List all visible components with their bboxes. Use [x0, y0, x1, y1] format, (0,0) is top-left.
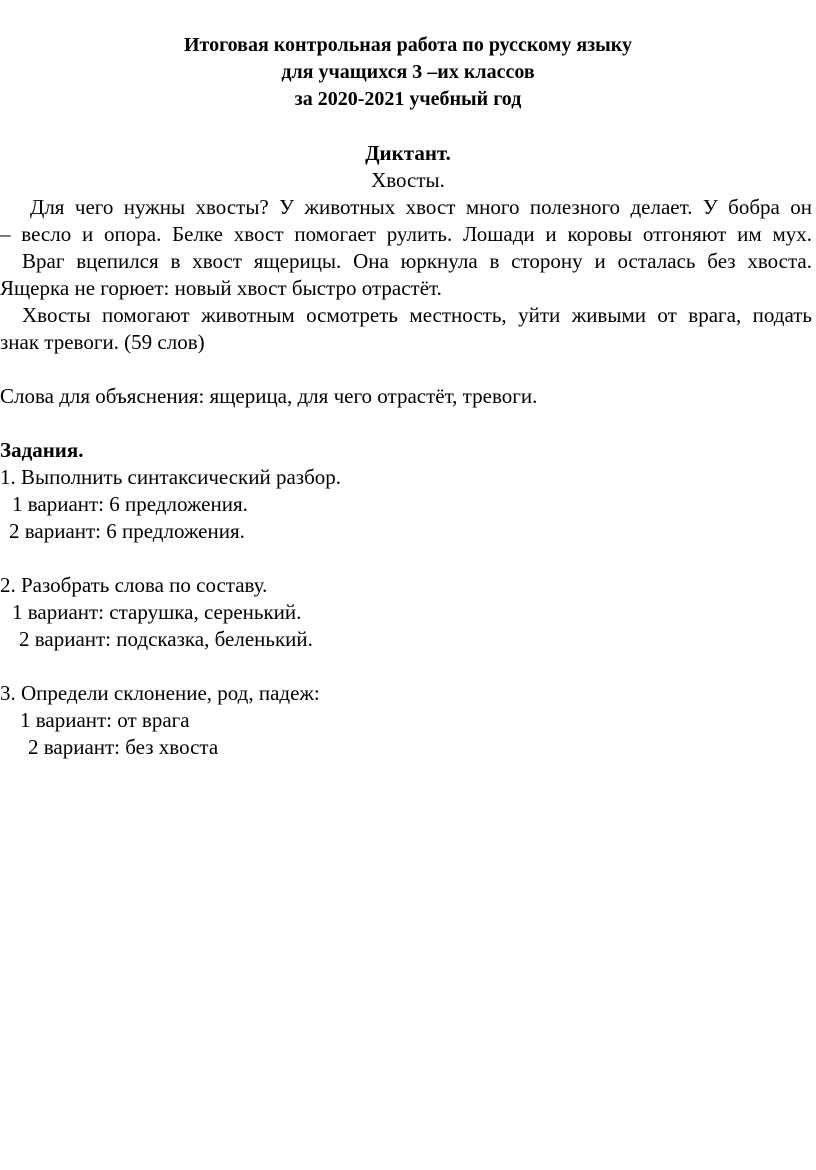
- task-3-variant-1: 1 вариант: от врага: [20, 708, 190, 732]
- header-title-line-3: за 2020-2021 учебный год: [294, 88, 522, 110]
- task-3-variant-2: 2 вариант: без хвоста: [28, 735, 219, 759]
- header-title-line-2: для учащихся 3 –их классов: [281, 61, 535, 83]
- dictation-line-6: знак тревоги. (59 слов): [0, 330, 205, 354]
- task-2-title: 2. Разобрать слова по составу.: [0, 573, 268, 597]
- dictation-line-2: – весло и опора. Белке хвост помогает рулить. Лошади и коровы отгоняют им мух.: [0, 222, 812, 246]
- spacer: [0, 356, 816, 383]
- spacer: [0, 410, 816, 437]
- dictation-text: [0, 194, 816, 356]
- tasks-heading: Задания.: [0, 438, 84, 462]
- spacer: [0, 653, 816, 680]
- task-1-variant-1: 1 вариант: 6 предложения.: [12, 492, 248, 516]
- task-1-title: 1. Выполнить синтаксический разбор.: [0, 465, 342, 489]
- dictation-heading: Диктант.: [365, 141, 451, 165]
- dictation-line-4: Ящерка не горюет: новый хвост быстро отрастёт.: [0, 276, 442, 300]
- dictation-title: Хвосты.: [371, 168, 445, 192]
- document-page: [0, 32, 816, 761]
- explanation-words: Слова для объяснения: ящерица, для чего отрастёт, тревоги.: [0, 384, 538, 408]
- task-2-variant-2: 2 вариант: подсказка, беленький.: [19, 627, 313, 651]
- spacer: [0, 113, 816, 140]
- dictation-line-1: Для чего нужны хвосты? У животных хвост много полезного делает. У бобра он: [30, 195, 812, 219]
- dictation-line-5: Хвосты помогают животным осмотреть местность, уйти живыми от врага, подать: [22, 303, 812, 327]
- task-2-variant-1: 1 вариант: старушка, серенький.: [12, 600, 302, 624]
- dictation-line-3: Враг вцепился в хвост ящерицы. Она юркнула в сторону и осталась без хвоста.: [22, 249, 812, 273]
- document-header: [0, 32, 816, 113]
- spacer: [0, 545, 816, 572]
- task-3-title: 3. Определи склонение, род, падеж:: [0, 681, 320, 705]
- header-title-line-1: Итоговая контрольная работа по русскому языку: [183, 34, 633, 56]
- task-1-variant-2: 2 вариант: 6 предложения.: [9, 519, 245, 543]
